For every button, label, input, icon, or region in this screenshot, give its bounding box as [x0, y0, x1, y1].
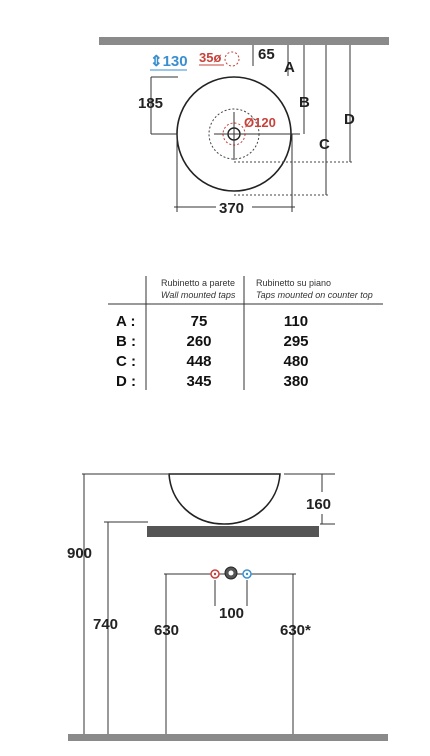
- side-view: [67, 474, 388, 741]
- drain-diameter-label: Ø120: [244, 115, 276, 130]
- cold-valve-dot: [246, 573, 248, 575]
- table-col1-header: Rubinetto a parete: [161, 278, 236, 288]
- table-col1-subheader: Wall mounted taps: [161, 290, 236, 300]
- width-label: 370: [219, 200, 245, 217]
- depth-label: 185: [138, 95, 164, 112]
- tap-height-label: 630: [154, 622, 180, 639]
- table-row-label: C :: [116, 353, 136, 370]
- table-col2-header: Rubinetto su piano: [256, 278, 332, 288]
- label-c: C: [319, 136, 330, 153]
- table-cell-wall: 448: [186, 353, 212, 370]
- counter-height-label: 740: [93, 616, 119, 633]
- floor-bar: [68, 734, 388, 741]
- mixer-outlet-core: [229, 571, 234, 576]
- table-cell-wall: 260: [186, 333, 212, 350]
- tap-height-alt-label: 630*: [280, 622, 311, 639]
- table-cell-counter: 480: [283, 353, 309, 370]
- top-view: [99, 37, 389, 217]
- table-col2-subheader: Taps mounted on counter top: [256, 290, 373, 300]
- label-a: A: [284, 59, 295, 76]
- offset-label: 65: [258, 46, 275, 63]
- table-row-label: B :: [116, 333, 136, 350]
- table-cell-counter: 295: [283, 333, 309, 350]
- tap-hole: [225, 52, 239, 66]
- table-row-label: D :: [116, 373, 136, 390]
- table-row-label: A :: [116, 313, 136, 330]
- dimension-table: [108, 276, 383, 390]
- wall-bar-top: [99, 37, 389, 45]
- table-cell-counter: 110: [283, 313, 309, 330]
- hot-valve-dot: [214, 573, 216, 575]
- basin-height-label: 160: [306, 496, 332, 513]
- hole-diameter-label: 35ø: [199, 50, 222, 65]
- tap-spacing-label: 100: [219, 605, 245, 622]
- label-b: B: [299, 94, 310, 111]
- table-cell-wall: 345: [186, 373, 212, 390]
- hole-height-label: ⇕130: [150, 53, 188, 70]
- basin-profile: [169, 474, 280, 524]
- label-d: D: [344, 111, 355, 128]
- table-cell-wall: 75: [190, 313, 208, 330]
- table-cell-counter: 380: [283, 373, 309, 390]
- counter-slab: [147, 526, 319, 537]
- total-height-label: 900: [67, 545, 93, 562]
